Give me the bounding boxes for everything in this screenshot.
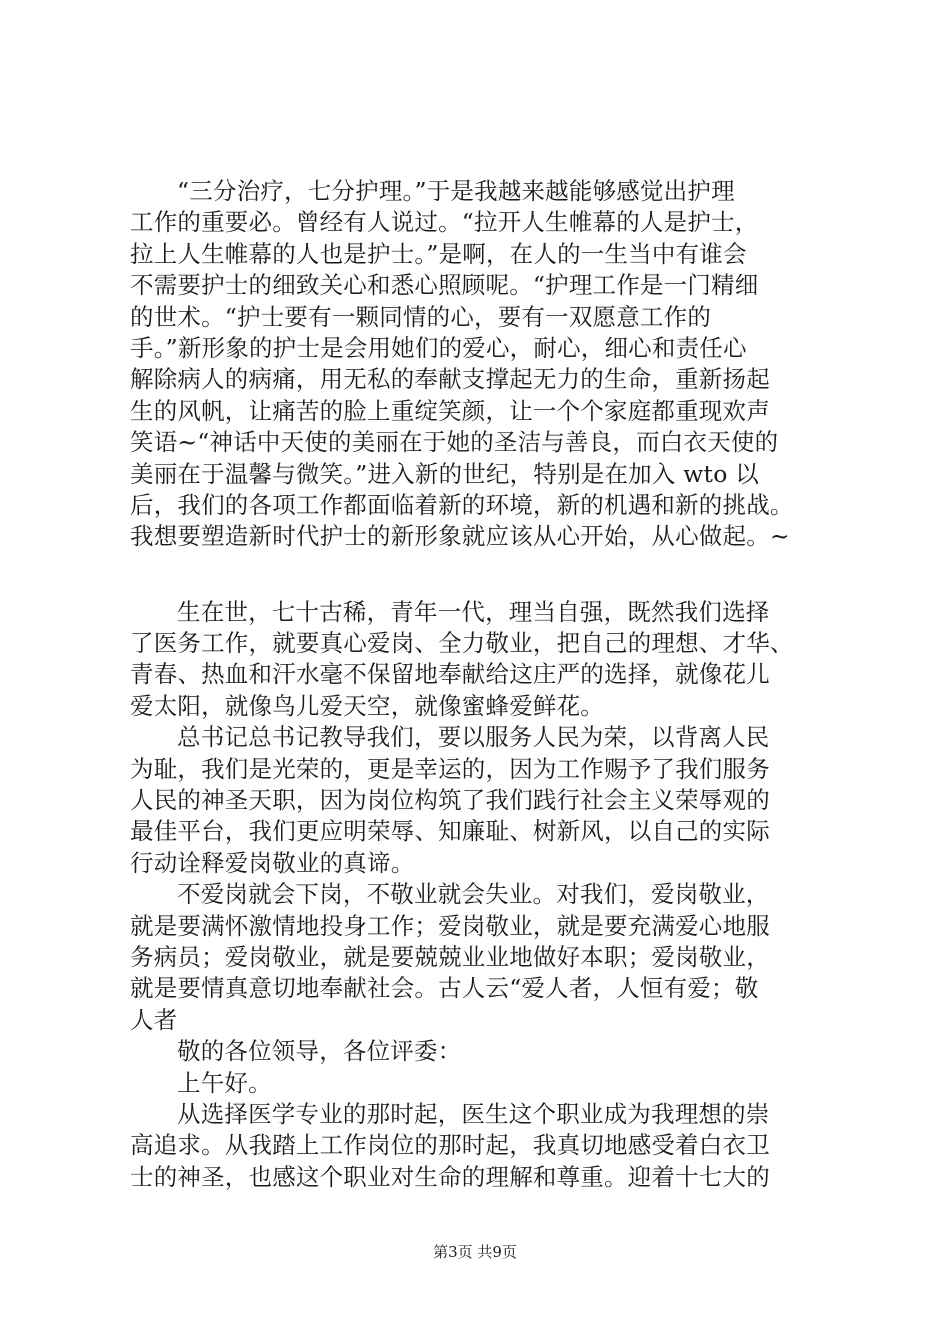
text-line: 美丽在于温馨与微笑。”进入新的世纪，特别是在加入 wto 以 [130,459,759,488]
text-line: 了医务工作，就要真心爱岗、全力敬业，把自己的理想、才华、 [130,629,794,658]
text-line: 就是要满怀激情地投身工作；爱岗敬业，就是要充满爱心地服 [130,911,770,940]
text-line: 我想要塑造新时代护士的新形象就应该从心开始，从心做起。~ [130,522,790,551]
paragraph [130,1068,832,1099]
text-line: 不爱岗就会下岗，不敬业就会失业。对我们，爱岗敬业， [177,880,770,909]
document-body [130,176,832,1193]
text-line: 从选择医学专业的那时起，医生这个职业成为我理想的崇 [177,1099,770,1128]
text-line: 青春、热血和汗水毫不保留地奉献给这庄严的选择，就像花儿 [130,660,770,689]
paragraph [130,1036,832,1067]
text-line: 人民的神圣天职，因为岗位构筑了我们践行社会主义荣辱观的 [130,786,770,815]
page-footer: 第3页 共9页 [433,1243,517,1261]
paragraph [130,1099,832,1193]
text-line: 笑语~“神话中天使的美丽在于她的圣洁与善良，而白衣天使的 [130,428,779,457]
text-line: 生在世，七十古稀，青年一代，理当自强，既然我们选择 [177,597,770,626]
paragraph [130,597,832,723]
paragraph [130,879,832,1036]
text-line: 不需要护士的细致关心和悉心照顾呢。“护理工作是一门精细 [130,271,759,300]
text-line: 务病员；爱岗敬业，就是要兢兢业业地做好本职；爱岗敬业， [130,942,770,971]
text-line: 人者 [130,1005,178,1034]
text-line: 为耻，我们是光荣的，更是幸运的，因为工作赐予了我们服务 [130,754,770,783]
text-line: 敬的各位领导，各位评委： [177,1037,462,1066]
text-line: 高追求。从我踏上工作岗位的那时起，我真切地感受着白衣卫 [130,1131,770,1160]
text-line: 工作的重要必。曾经有人说过。“拉开人生帷幕的人是护士， [130,208,759,237]
paragraph-gap [130,553,832,597]
paragraph [130,722,832,879]
text-line: 拉上人生帷幕的人也是护士。”是啊，在人的一生当中有谁会 [130,239,747,268]
paragraph [130,176,832,553]
text-line: 上午好。 [177,1068,272,1097]
text-line: 最佳平台，我们更应明荣辱、知廉耻、树新风，以自己的实际 [130,817,770,846]
text-line: “三分治疗，七分护理。”于是我越来越能够感觉出护理 [177,177,735,205]
text-line: 解除病人的病痛，用无私的奉献支撑起无力的生命，重新扬起 [130,365,770,394]
text-line: 爱太阳，就像鸟儿爱天空，就像蜜蜂爱鲜花。 [130,691,604,720]
text-line: 后，我们的各项工作都面临着新的环境，新的机遇和新的挑战。 [130,490,794,519]
text-line: 行动诠释爱岗敬业的真谛。 [130,848,415,877]
text-line: 的世术。“护士要有一颗同情的心，要有一双愿意工作的 [130,302,712,331]
text-line: 总书记总书记教导我们，要以服务人民为荣，以背离人民 [177,723,770,752]
text-line: 生的风帆，让痛苦的脸上重绽笑颜，让一个个家庭都重现欢声 [130,396,770,425]
text-line: 士的神圣，也感这个职业对生命的理解和尊重。迎着十七大的 [130,1162,770,1191]
text-line: 手。”新形象的护士是会用她们的爱心，耐心，细心和责任心 [130,333,747,362]
text-line: 就是要情真意切地奉献社会。古人云“爱人者，人恒有爱；敬 [130,974,759,1003]
